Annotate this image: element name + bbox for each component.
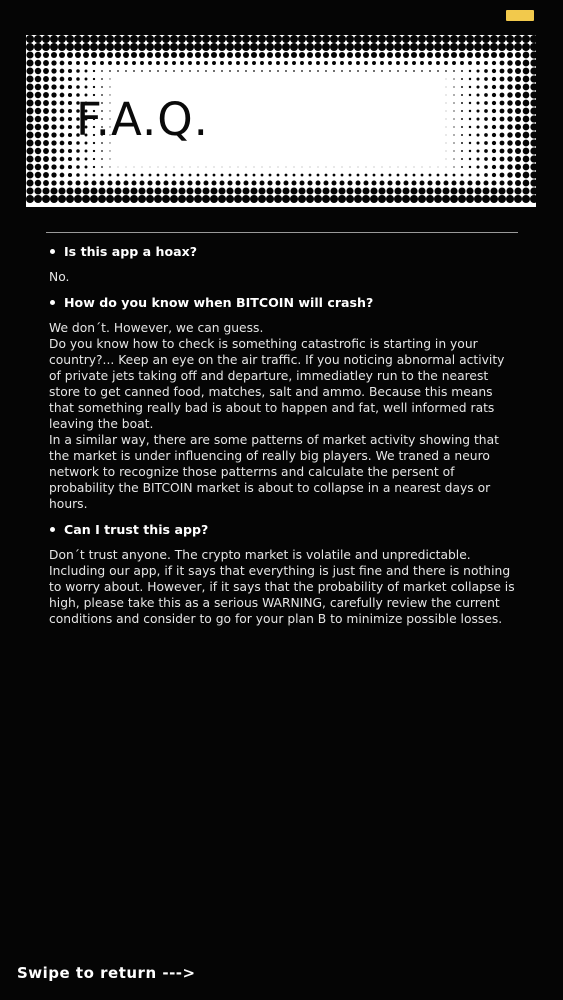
status-indicator — [506, 10, 534, 21]
swipe-to-return-hint[interactable]: Swipe to return ---> — [17, 964, 196, 982]
faq-question-text: How do you know when BITCOIN will crash? — [64, 295, 374, 310]
faq-question — [49, 243, 519, 260]
divider — [46, 232, 518, 233]
faq-answer: We don´t. However, we can guess. Do you know how to check is something catastrofic is starting in your country?... Keep an eye on the air traffic. If you noticing abnormal activity of private jets taking off and departure, immediatley run to the nearest store to get canned food, matches, salt and ammo. Because this means that something really bad is about to happen and fat, well informed rats leaving the boat. In a similar way, there are some patterns of market activity showing that the market is under influencing of really big players. We traned a neuro network to recognize those patterrns and calculate the persent of probability the BITCOIN market is about to collapse in a nearest days or hours. — [49, 321, 505, 511]
faq-item — [49, 243, 519, 285]
faq-question — [49, 521, 519, 538]
bullet-icon — [50, 300, 55, 305]
faq-list — [49, 243, 519, 636]
faq-item — [49, 521, 519, 627]
faq-answer: Don´t trust anyone. The crypto market is volatile and unpredictable. Including our app, if it says that everything is just fine and there is nothing to worry about. However, if it says that the probability of market collapse is high, please take this as a serious WARNING, carefully review the current conditions and consider to go for your plan B to minimize possible losses. — [49, 548, 515, 626]
faq-question — [49, 294, 519, 311]
bullet-icon — [50, 249, 55, 254]
faq-question-text: Can I trust this app? — [64, 522, 209, 537]
faq-banner — [26, 35, 536, 207]
bullet-icon — [50, 527, 55, 532]
page-title: F.A.Q. — [76, 93, 209, 146]
faq-answer: No. — [49, 270, 70, 284]
faq-question-text: Is this app a hoax? — [64, 244, 198, 259]
faq-item — [49, 294, 519, 512]
